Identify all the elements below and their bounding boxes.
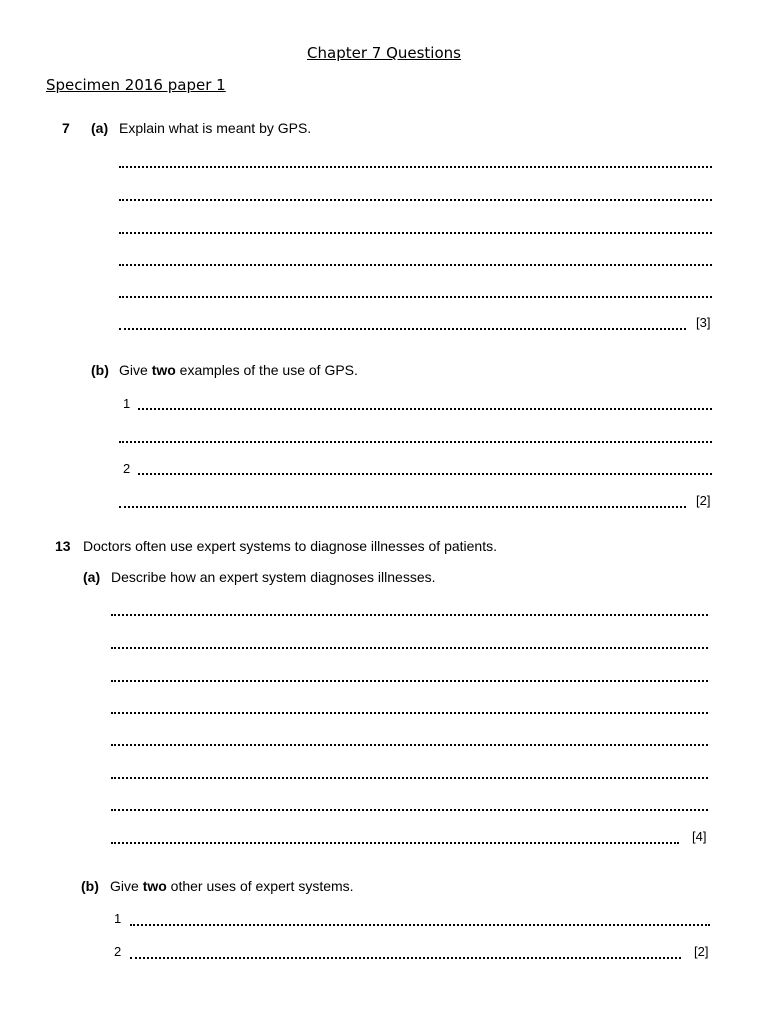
answer-line[interactable]: [119, 296, 712, 298]
answer-line[interactable]: [119, 166, 712, 168]
answer-line[interactable]: [119, 328, 686, 330]
answer-line[interactable]: [119, 441, 712, 443]
answer-line[interactable]: [138, 408, 712, 410]
q7b-marks: [2]: [696, 493, 711, 508]
answer-line[interactable]: [111, 712, 708, 714]
question-number-7: 7: [62, 120, 70, 136]
answer-line[interactable]: [119, 506, 686, 508]
question-number-13: 13: [55, 538, 71, 554]
q7-part-a-label: (a): [91, 120, 109, 136]
answer-line[interactable]: [111, 614, 708, 616]
answer-line[interactable]: [130, 957, 681, 959]
q13-part-a-text: Describe how an expert system diagnoses illnesses.: [111, 569, 436, 585]
q13-part-b-label: (b): [81, 878, 99, 894]
answer-number-2: 2: [123, 461, 131, 476]
answer-line[interactable]: [130, 924, 710, 926]
answer-number-2: 2: [114, 944, 122, 959]
answer-line[interactable]: [111, 680, 708, 682]
q13-part-b-text: Give two other uses of expert systems.: [110, 878, 354, 894]
answer-line[interactable]: [111, 744, 708, 746]
answer-line[interactable]: [138, 473, 712, 475]
answer-line[interactable]: [111, 777, 708, 779]
answer-line[interactable]: [111, 842, 679, 844]
page-title: Chapter 7 Questions: [307, 44, 461, 62]
q13-part-a-label: (a): [83, 569, 101, 585]
q7a-marks: [3]: [696, 315, 711, 330]
answer-line[interactable]: [111, 809, 708, 811]
answer-line[interactable]: [119, 264, 712, 266]
paper-subtitle: Specimen 2016 paper 1: [46, 76, 226, 94]
q13b-marks: [2]: [694, 944, 709, 959]
answer-line[interactable]: [119, 232, 712, 234]
q7-part-b-label: (b): [91, 362, 109, 378]
answer-number-1: 1: [123, 396, 131, 411]
q7-part-a-text: Explain what is meant by GPS.: [119, 120, 312, 136]
q13a-marks: [4]: [692, 829, 707, 844]
answer-line[interactable]: [119, 199, 712, 201]
answer-number-1: 1: [114, 911, 122, 926]
answer-line[interactable]: [111, 647, 708, 649]
q7-part-b-text: Give two examples of the use of GPS.: [119, 362, 358, 378]
q13-stem: Doctors often use expert systems to diagnose illnesses of patients.: [83, 538, 497, 554]
